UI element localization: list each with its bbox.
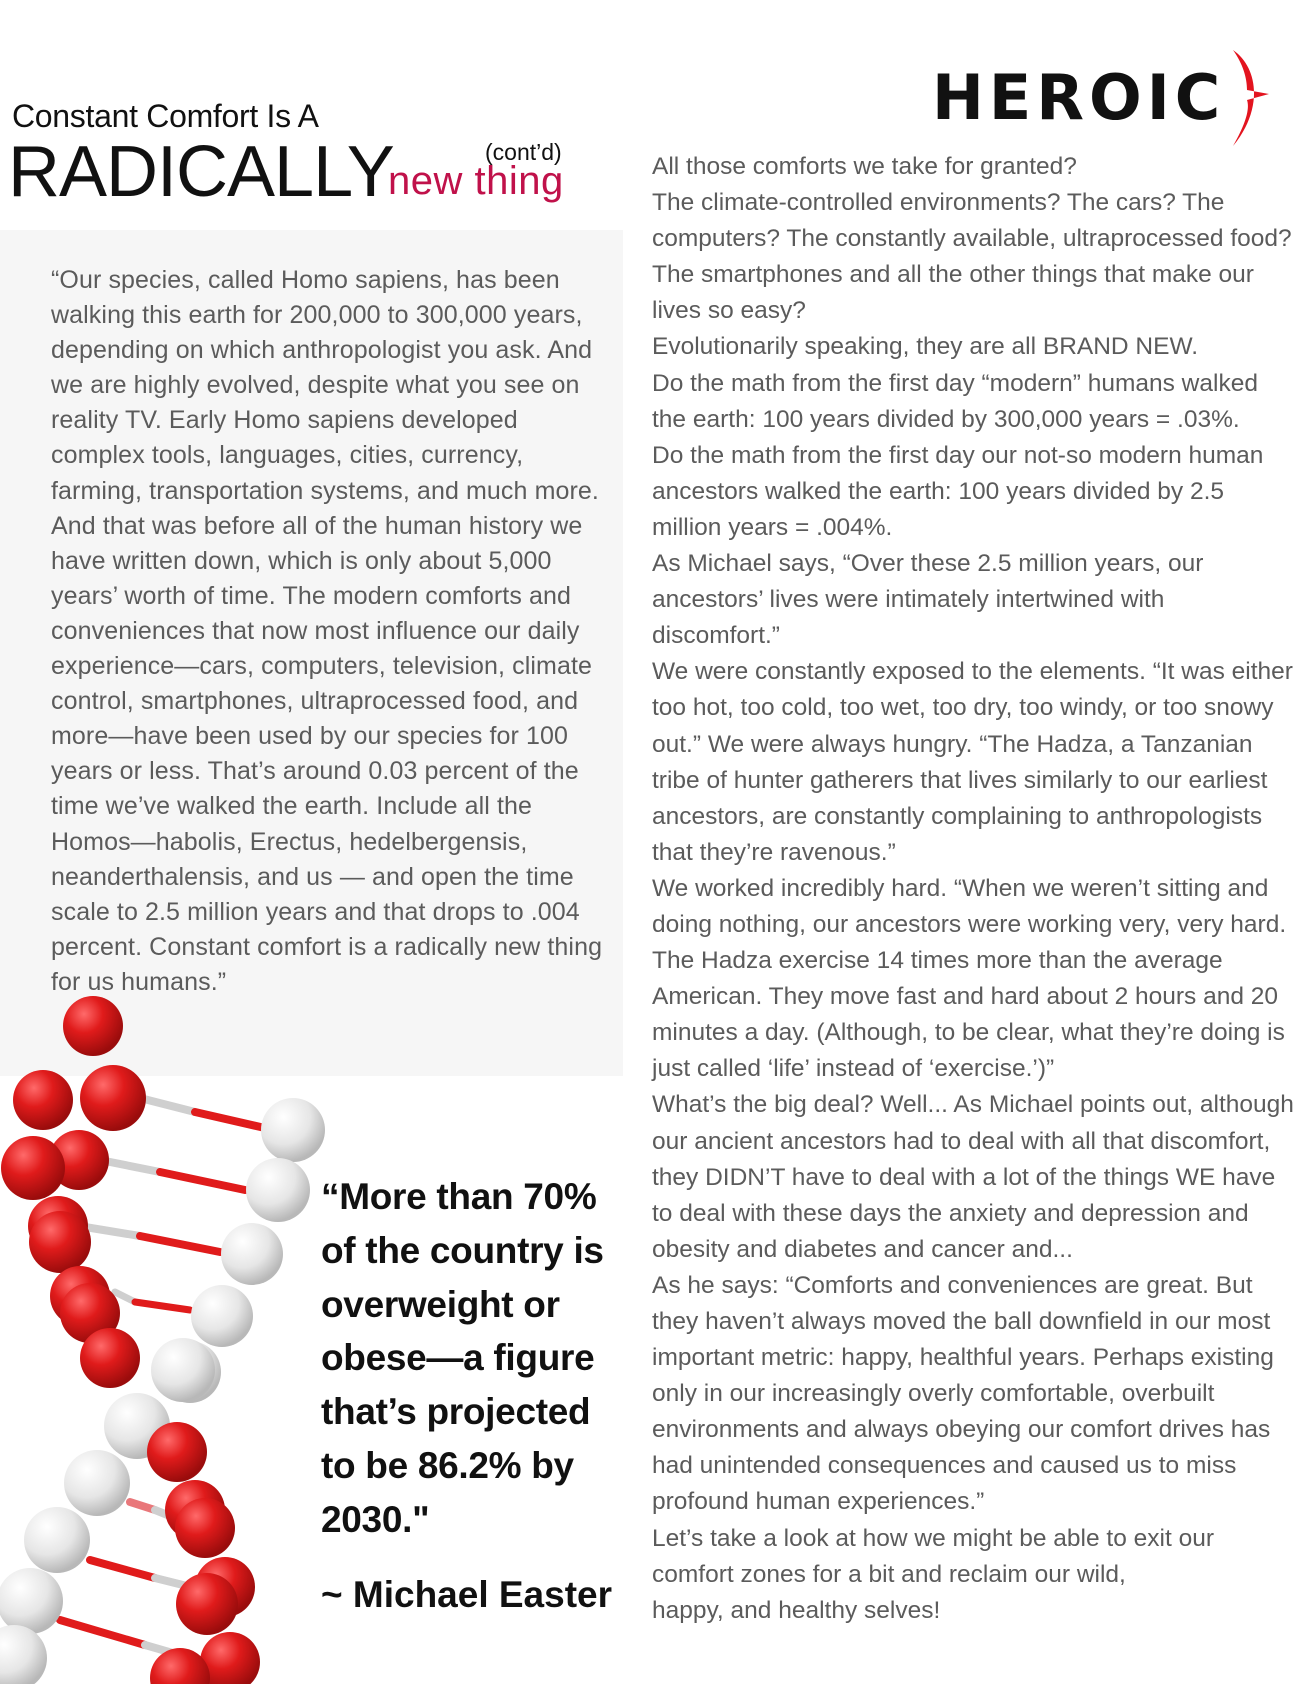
- body-paragraph: We worked incredibly hard. “When we weren’t sitting and doing nothing, our ancestors were working very, very hard. The Hadza exercise 14 times more than the average American. They move fast and hard about 2 hours and 20 minutes a day. (Although, to be clear, what they’re doing is just called ‘life’ instead of ‘exercise.’)”: [652, 874, 1287, 1083]
- body-paragraph: happy, and healthy selves!: [652, 1596, 941, 1624]
- body-paragraph: Evolutionarily speaking, they are all BRAND NEW.: [652, 333, 1199, 361]
- body-paragraph: We were constantly exposed to the elements. “It was either too hot, too cold, too wet, too dry, too windy, or too snowy out.” We were always hungry. “The Hadza, a Tanzanian tribe of hunter gatherers that lives similarly to our earliest ancestors, are constantly complaining to anthropologists that they’re ravenous.”: [652, 658, 1293, 866]
- block-quote: “Our species, called Homo sapiens, has been walking this earth for 200,000 to 300,000 years, depending on which anthropologist you ask. And we are highly evolved, despite what you see on reality TV. Early Homo sapiens developed complex tools, languages, cities, currency, farming, transportation systems, and much more. And that was before all of the human history we have written down, which is only about 5,000 years’ worth of time. The modern comforts and conveniences that now most influence our daily experience—cars, computers, television, climate control, smartphones, ultraprocessed food, and more—have been used by our species for 100 years or less. That’s around 0.03 percent of the time we’ve walked the earth. Include all the Homos—habolis, Erectus, hedelbergensis, neanderthalensis, and us — and open the time scale to 2.5 million years and that drops to .004 percent. Constant comfort is a radically new thing for us humans.”: [51, 266, 603, 996]
- article-body: [652, 149, 1297, 1629]
- dna-helix-icon: [0, 990, 330, 1684]
- title-accent: new thing: [388, 159, 564, 203]
- page-title: [8, 98, 564, 212]
- body-paragraph: All those comforts we take for granted?: [652, 153, 1077, 180]
- body-paragraph: As he says: “Comforts and conveniences are great. But they haven’t always moved the ball downfield in our most important metric: happy, healthful years. Perhaps existing only in our increasingly overly comfortable, overbuilt environments and always obeying our comfort drives has had unintended consequences and caused us to miss profound human experiences.”: [652, 1271, 1274, 1516]
- quote-attribution: ~ Michael Easter: [321, 1574, 613, 1615]
- title-line-1: Constant Comfort Is A: [12, 98, 319, 134]
- logo-wordmark: HEROIC: [932, 61, 1226, 134]
- heroic-logo: [932, 48, 1273, 148]
- pull-quote: “More than 70% of the country is overweight or obese—a figure that’s projected to be 86.2% by 2030.": [321, 1176, 604, 1540]
- body-paragraph: What’s the big deal? Well... As Michael points out, although our ancient ancestors had to deal with all that discomfort, they DIDN’T have to deal with a lot of the things WE have to deal with these days the anxiety and depression and obesity and diabetes and cancer and...: [652, 1091, 1294, 1263]
- body-paragraph: Do the math from the first day “modern” humans walked the earth: 100 years divided by 300,000 years = .03%.: [652, 369, 1258, 433]
- body-paragraph: Do the math from the first day our not-so modern human ancestors walked the earth: 100 years divided by 2.5 million years = .004%.: [652, 441, 1264, 541]
- body-paragraph: The climate-controlled environments? The cars? The computers? The constantly available, ultraprocessed food? The smartphones and all the other things that make our lives so easy?: [652, 189, 1292, 325]
- title-main-word: RADICALLY: [8, 132, 394, 212]
- body-paragraph: As Michael says, “Over these 2.5 million years, our ancestors’ lives were intimately intertwined with discomfort.”: [652, 550, 1204, 650]
- body-paragraph: Let’s take a look at how we might be able to exit our comfort zones for a bit and reclaim our wild,: [652, 1524, 1215, 1588]
- swoosh-icon: [1219, 48, 1273, 148]
- continued-label: (cont’d): [485, 139, 562, 165]
